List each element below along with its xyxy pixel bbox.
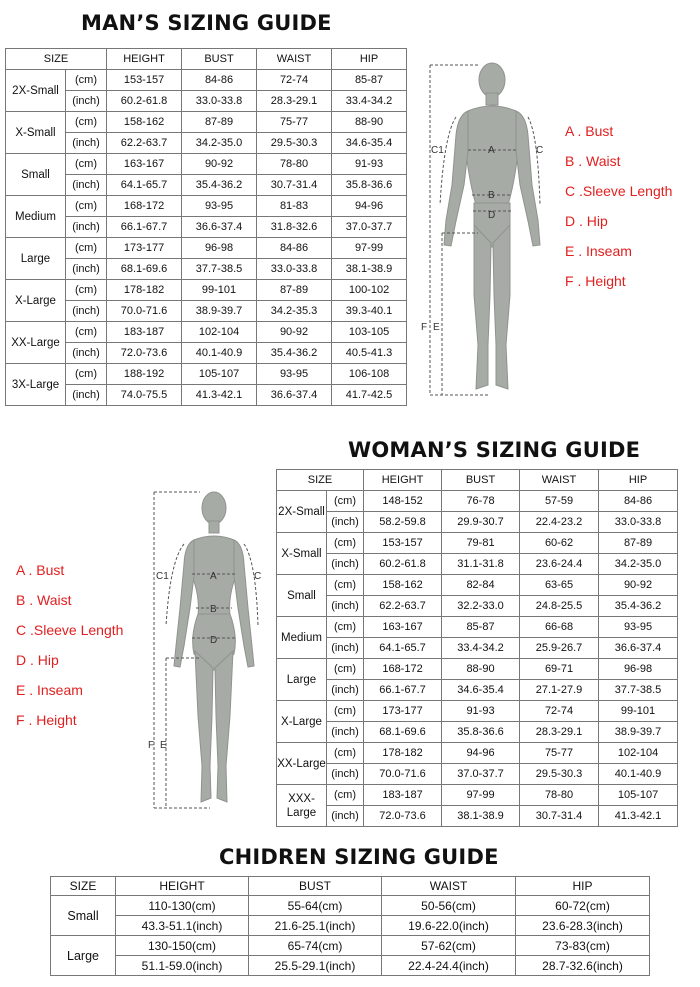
table-row [277, 680, 678, 701]
height-inch-value: 66.1-67.7 [107, 217, 182, 238]
table-row [277, 512, 678, 533]
height-cm-value: 183-187 [364, 785, 442, 806]
hip-inch-value: 38.1-38.9 [332, 259, 407, 280]
height-inch-value: 68.1-69.6 [364, 722, 442, 743]
height-cm-value: 153-157 [107, 70, 182, 91]
bust-inch-value: 32.2-33.0 [442, 596, 520, 617]
height-cm-value: 183-187 [107, 322, 182, 343]
waist-cm-value: 57-62(cm) [382, 936, 516, 956]
unit-cm: (cm) [66, 196, 107, 217]
hip-cm-value: 105-107 [599, 785, 678, 806]
size-name: Large [277, 659, 327, 701]
height-cm-value: 168-172 [364, 659, 442, 680]
legend-bust: A . Bust [16, 562, 65, 578]
bust-cm-value: 87-89 [182, 112, 257, 133]
hip-cm-value: 94-96 [332, 196, 407, 217]
waist-cm-value: 66-68 [520, 617, 599, 638]
header-hip: HIP [332, 49, 407, 70]
woman-measurement-diagram [148, 486, 278, 816]
woman-label-d: D [210, 635, 218, 646]
waist-inch-value: 35.4-36.2 [257, 343, 332, 364]
height-cm-value: 158-162 [364, 575, 442, 596]
hip-cm-value: 97-99 [332, 238, 407, 259]
waist-cm-value: 72-74 [257, 70, 332, 91]
waist-inch-value: 31.8-32.6 [257, 217, 332, 238]
waist-cm-value: 87-89 [257, 280, 332, 301]
height-inch-value: 62.2-63.7 [364, 596, 442, 617]
hip-cm-value: 106-108 [332, 364, 407, 385]
unit-inch: (inch) [66, 133, 107, 154]
waist-cm-value: 90-92 [257, 322, 332, 343]
hip-cm-value: 100-102 [332, 280, 407, 301]
table-row [277, 596, 678, 617]
waist-cm-value: 75-77 [257, 112, 332, 133]
waist-cm-value: 75-77 [520, 743, 599, 764]
hip-inch-value: 37.0-37.7 [332, 217, 407, 238]
bust-cm-value: 84-86 [182, 70, 257, 91]
man-label-c1: C1 [431, 145, 444, 156]
unit-cm: (cm) [327, 617, 364, 638]
woman-measurement-legend [16, 555, 123, 735]
table-row [277, 722, 678, 743]
table-row [6, 343, 407, 364]
hip-inch-value: 35.4-36.2 [599, 596, 678, 617]
woman-label-f: F [148, 740, 155, 751]
hip-inch-value: 34.6-35.4 [332, 133, 407, 154]
hip-cm-value: 96-98 [599, 659, 678, 680]
height-inch-value: 58.2-59.8 [364, 512, 442, 533]
waist-cm-value: 69-71 [520, 659, 599, 680]
man-title: MAN’S SIZING GUIDE [81, 11, 332, 35]
unit-inch: (inch) [327, 638, 364, 659]
hip-inch-value: 28.7-32.6(inch) [516, 956, 650, 976]
waist-cm-value: 78-80 [520, 785, 599, 806]
header-height: HEIGHT [116, 877, 249, 896]
height-cm-value: 173-177 [364, 701, 442, 722]
table-row [277, 638, 678, 659]
unit-inch: (inch) [327, 764, 364, 785]
waist-inch-value: 29.5-30.3 [257, 133, 332, 154]
size-name: XX-Large [6, 322, 66, 364]
bust-cm-value: 76-78 [442, 491, 520, 512]
hip-cm-value: 73-83(cm) [516, 936, 650, 956]
height-cm-value: 148-152 [364, 491, 442, 512]
table-row [6, 301, 407, 322]
height-cm-value: 168-172 [107, 196, 182, 217]
unit-inch: (inch) [66, 301, 107, 322]
unit-cm: (cm) [327, 491, 364, 512]
legend-height: F . Height [16, 712, 77, 728]
hip-cm-value: 87-89 [599, 533, 678, 554]
table-row [6, 91, 407, 112]
bust-cm-value: 65-74(cm) [249, 936, 382, 956]
bust-inch-value: 36.6-37.4 [182, 217, 257, 238]
table-row [6, 175, 407, 196]
size-name: Small [277, 575, 327, 617]
height-inch-value: 72.0-73.6 [364, 806, 442, 827]
children-header-row [51, 877, 650, 896]
size-name: X-Small [6, 112, 66, 154]
children-title: CHIDREN SIZING GUIDE [219, 845, 499, 869]
bust-cm-value: 96-98 [182, 238, 257, 259]
unit-cm: (cm) [327, 659, 364, 680]
table-row [6, 259, 407, 280]
waist-inch-value: 25.9-26.7 [520, 638, 599, 659]
hip-cm-value: 93-95 [599, 617, 678, 638]
height-inch-value: 64.1-65.7 [107, 175, 182, 196]
bust-inch-value: 35.8-36.6 [442, 722, 520, 743]
legend-height: F . Height [565, 273, 626, 289]
bust-inch-value: 29.9-30.7 [442, 512, 520, 533]
unit-inch: (inch) [66, 385, 107, 406]
table-row [6, 133, 407, 154]
table-row [6, 385, 407, 406]
height-cm-value: 178-182 [107, 280, 182, 301]
woman-mannequin-figure [174, 492, 254, 802]
bust-cm-value: 93-95 [182, 196, 257, 217]
table-row [277, 785, 678, 806]
waist-inch-value: 24.8-25.5 [520, 596, 599, 617]
man-label-b: B [488, 190, 495, 201]
height-inch-value: 70.0-71.6 [364, 764, 442, 785]
man-label-a: A [488, 145, 495, 156]
height-cm-value: 130-150(cm) [116, 936, 249, 956]
header-bust: BUST [249, 877, 382, 896]
legend-hip: D . Hip [16, 652, 59, 668]
height-inch-value: 62.2-63.7 [107, 133, 182, 154]
bust-cm-value: 99-101 [182, 280, 257, 301]
hip-inch-value: 37.7-38.5 [599, 680, 678, 701]
bust-cm-value: 97-99 [442, 785, 520, 806]
header-waist: WAIST [520, 470, 599, 491]
height-inch-value: 70.0-71.6 [107, 301, 182, 322]
man-label-f: F [421, 322, 428, 333]
man-size-table [5, 48, 407, 406]
header-size: SIZE [6, 49, 107, 70]
waist-cm-value: 78-80 [257, 154, 332, 175]
size-name: Small [6, 154, 66, 196]
height-inch-value: 60.2-61.8 [364, 554, 442, 575]
hip-inch-value: 33.4-34.2 [332, 91, 407, 112]
unit-cm: (cm) [327, 743, 364, 764]
woman-label-c1: C1 [156, 571, 169, 582]
hip-cm-value: 99-101 [599, 701, 678, 722]
bust-cm-value: 88-90 [442, 659, 520, 680]
size-name: XXX-Large [277, 785, 327, 827]
bust-cm-value: 102-104 [182, 322, 257, 343]
header-waist: WAIST [382, 877, 516, 896]
hip-inch-value: 23.6-28.3(inch) [516, 916, 650, 936]
size-name: X-Large [6, 280, 66, 322]
waist-inch-value: 22.4-24.4(inch) [382, 956, 516, 976]
header-height: HEIGHT [364, 470, 442, 491]
bust-cm-value: 91-93 [442, 701, 520, 722]
table-row [51, 936, 650, 956]
hip-inch-value: 40.1-40.9 [599, 764, 678, 785]
unit-cm: (cm) [66, 322, 107, 343]
height-inch-value: 68.1-69.6 [107, 259, 182, 280]
bust-cm-value: 79-81 [442, 533, 520, 554]
height-cm-value: 188-192 [107, 364, 182, 385]
table-row [277, 617, 678, 638]
table-row [277, 659, 678, 680]
legend-waist: B . Waist [565, 153, 621, 169]
unit-cm: (cm) [66, 364, 107, 385]
hip-cm-value: 91-93 [332, 154, 407, 175]
table-row [6, 364, 407, 385]
height-cm-value: 163-167 [107, 154, 182, 175]
table-row [277, 743, 678, 764]
bust-inch-value: 34.6-35.4 [442, 680, 520, 701]
header-waist: WAIST [257, 49, 332, 70]
unit-inch: (inch) [327, 806, 364, 827]
bust-inch-value: 38.9-39.7 [182, 301, 257, 322]
unit-inch: (inch) [327, 722, 364, 743]
height-inch-value: 64.1-65.7 [364, 638, 442, 659]
bust-inch-value: 37.0-37.7 [442, 764, 520, 785]
header-hip: HIP [516, 877, 650, 896]
unit-cm: (cm) [66, 238, 107, 259]
legend-sleeve-length: C .Sleeve Length [565, 183, 673, 199]
table-row [277, 533, 678, 554]
unit-cm: (cm) [327, 575, 364, 596]
man-mannequin-figure [444, 63, 540, 389]
bust-cm-value: 90-92 [182, 154, 257, 175]
header-height: HEIGHT [107, 49, 182, 70]
unit-cm: (cm) [66, 70, 107, 91]
table-row [6, 70, 407, 91]
bust-inch-value: 40.1-40.9 [182, 343, 257, 364]
height-inch-value: 72.0-73.6 [107, 343, 182, 364]
bust-cm-value: 85-87 [442, 617, 520, 638]
bust-inch-value: 25.5-29.1(inch) [249, 956, 382, 976]
table-row [6, 280, 407, 301]
waist-inch-value: 34.2-35.3 [257, 301, 332, 322]
table-row [6, 196, 407, 217]
height-inch-value: 51.1-59.0(inch) [116, 956, 249, 976]
waist-inch-value: 36.6-37.4 [257, 385, 332, 406]
size-name: 3X-Large [6, 364, 66, 406]
waist-inch-value: 30.7-31.4 [520, 806, 599, 827]
woman-label-a: A [210, 571, 217, 582]
size-name: Medium [277, 617, 327, 659]
header-bust: BUST [182, 49, 257, 70]
hip-cm-value: 90-92 [599, 575, 678, 596]
unit-inch: (inch) [327, 512, 364, 533]
man-label-c: C [536, 145, 544, 156]
legend-waist: B . Waist [16, 592, 72, 608]
woman-label-b: B [210, 604, 217, 615]
table-row [277, 701, 678, 722]
waist-cm-value: 84-86 [257, 238, 332, 259]
height-cm-value: 163-167 [364, 617, 442, 638]
legend-hip: D . Hip [565, 213, 608, 229]
unit-inch: (inch) [327, 596, 364, 617]
table-row [6, 112, 407, 133]
table-row [6, 322, 407, 343]
unit-cm: (cm) [327, 533, 364, 554]
bust-cm-value: 55-64(cm) [249, 896, 382, 916]
height-cm-value: 110-130(cm) [116, 896, 249, 916]
hip-inch-value: 36.6-37.4 [599, 638, 678, 659]
hip-cm-value: 88-90 [332, 112, 407, 133]
hip-inch-value: 34.2-35.0 [599, 554, 678, 575]
waist-inch-value: 22.4-23.2 [520, 512, 599, 533]
height-cm-value: 153-157 [364, 533, 442, 554]
size-name: X-Small [277, 533, 327, 575]
table-row [6, 238, 407, 259]
height-cm-value: 158-162 [107, 112, 182, 133]
unit-inch: (inch) [66, 175, 107, 196]
unit-cm: (cm) [66, 280, 107, 301]
hip-inch-value: 35.8-36.6 [332, 175, 407, 196]
bust-inch-value: 33.4-34.2 [442, 638, 520, 659]
hip-cm-value: 84-86 [599, 491, 678, 512]
unit-cm: (cm) [66, 112, 107, 133]
table-row [277, 554, 678, 575]
unit-inch: (inch) [327, 680, 364, 701]
children-size-table [50, 876, 650, 976]
size-name: Large [51, 936, 116, 976]
bust-cm-value: 82-84 [442, 575, 520, 596]
waist-inch-value: 27.1-27.9 [520, 680, 599, 701]
unit-cm: (cm) [66, 154, 107, 175]
legend-bust: A . Bust [565, 123, 614, 139]
height-inch-value: 60.2-61.8 [107, 91, 182, 112]
bust-inch-value: 35.4-36.2 [182, 175, 257, 196]
bust-inch-value: 41.3-42.1 [182, 385, 257, 406]
height-inch-value: 66.1-67.7 [364, 680, 442, 701]
header-size: SIZE [277, 470, 364, 491]
bust-inch-value: 37.7-38.5 [182, 259, 257, 280]
unit-inch: (inch) [66, 259, 107, 280]
height-inch-value: 43.3-51.1(inch) [116, 916, 249, 936]
unit-inch: (inch) [327, 554, 364, 575]
hip-cm-value: 102-104 [599, 743, 678, 764]
hip-inch-value: 40.5-41.3 [332, 343, 407, 364]
table-row [277, 764, 678, 785]
size-name: Large [6, 238, 66, 280]
table-row [51, 956, 650, 976]
woman-label-e: E [160, 740, 167, 751]
table-row [51, 916, 650, 936]
unit-inch: (inch) [66, 343, 107, 364]
bust-inch-value: 33.0-33.8 [182, 91, 257, 112]
header-hip: HIP [599, 470, 678, 491]
bust-cm-value: 94-96 [442, 743, 520, 764]
unit-inch: (inch) [66, 217, 107, 238]
hip-inch-value: 41.3-42.1 [599, 806, 678, 827]
table-row [277, 806, 678, 827]
waist-inch-value: 33.0-33.8 [257, 259, 332, 280]
size-name: Small [51, 896, 116, 936]
bust-inch-value: 31.1-31.8 [442, 554, 520, 575]
size-name: X-Large [277, 701, 327, 743]
waist-cm-value: 60-62 [520, 533, 599, 554]
size-name: 2X-Small [6, 70, 66, 112]
bust-inch-value: 38.1-38.9 [442, 806, 520, 827]
hip-inch-value: 33.0-33.8 [599, 512, 678, 533]
woman-label-c: C [254, 571, 262, 582]
waist-cm-value: 63-65 [520, 575, 599, 596]
height-cm-value: 173-177 [107, 238, 182, 259]
unit-cm: (cm) [327, 785, 364, 806]
waist-inch-value: 19.6-22.0(inch) [382, 916, 516, 936]
unit-cm: (cm) [327, 701, 364, 722]
man-header-row [6, 49, 407, 70]
legend-inseam: E . Inseam [565, 243, 632, 259]
waist-cm-value: 93-95 [257, 364, 332, 385]
waist-inch-value: 28.3-29.1 [520, 722, 599, 743]
woman-title: WOMAN’S SIZING GUIDE [348, 438, 641, 462]
table-row [277, 491, 678, 512]
height-inch-value: 74.0-75.5 [107, 385, 182, 406]
bust-cm-value: 105-107 [182, 364, 257, 385]
hip-inch-value: 41.7-42.5 [332, 385, 407, 406]
table-row [6, 154, 407, 175]
hip-cm-value: 103-105 [332, 322, 407, 343]
waist-cm-value: 50-56(cm) [382, 896, 516, 916]
legend-inseam: E . Inseam [16, 682, 83, 698]
table-row [51, 896, 650, 916]
table-row [277, 575, 678, 596]
table-row [6, 217, 407, 238]
size-name: 2X-Small [277, 491, 327, 533]
waist-inch-value: 28.3-29.1 [257, 91, 332, 112]
bust-inch-value: 21.6-25.1(inch) [249, 916, 382, 936]
waist-inch-value: 29.5-30.3 [520, 764, 599, 785]
waist-cm-value: 72-74 [520, 701, 599, 722]
header-bust: BUST [442, 470, 520, 491]
waist-cm-value: 81-83 [257, 196, 332, 217]
legend-sleeve-length: C .Sleeve Length [16, 622, 124, 638]
header-size: SIZE [51, 877, 116, 896]
woman-header-row [277, 470, 678, 491]
bust-inch-value: 34.2-35.0 [182, 133, 257, 154]
size-name: XX-Large [277, 743, 327, 785]
man-measurement-diagram [418, 55, 558, 403]
man-measurement-legend [565, 116, 672, 296]
size-name: Medium [6, 196, 66, 238]
waist-inch-value: 30.7-31.4 [257, 175, 332, 196]
height-cm-value: 178-182 [364, 743, 442, 764]
hip-cm-value: 60-72(cm) [516, 896, 650, 916]
hip-inch-value: 39.3-40.1 [332, 301, 407, 322]
man-label-e: E [433, 322, 440, 333]
woman-size-table [276, 469, 678, 827]
hip-cm-value: 85-87 [332, 70, 407, 91]
waist-inch-value: 23.6-24.4 [520, 554, 599, 575]
waist-cm-value: 57-59 [520, 491, 599, 512]
hip-inch-value: 38.9-39.7 [599, 722, 678, 743]
man-label-d: D [488, 210, 496, 221]
unit-inch: (inch) [66, 91, 107, 112]
